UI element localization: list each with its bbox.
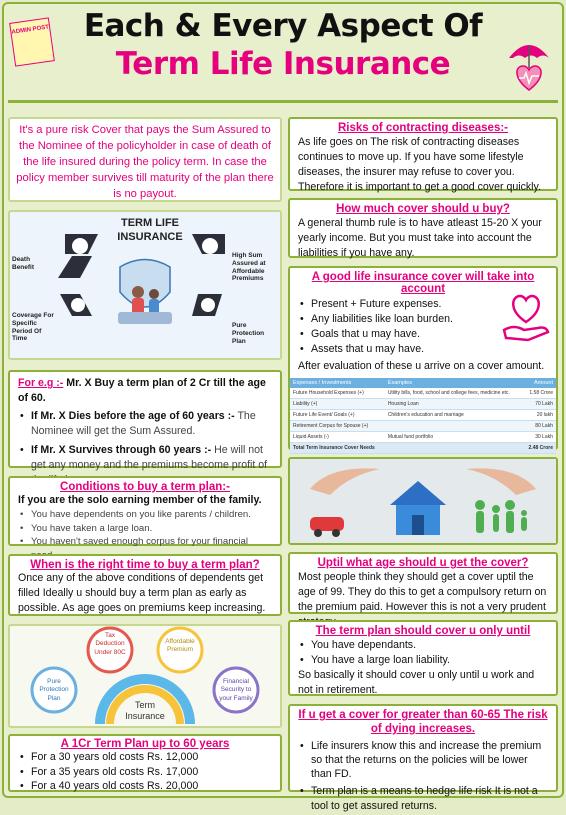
intro-text: It's a pure risk Cover that pays the Sum Assured to the Nominee of the policyholder in case of death of the life insured during the policy term. In case the policy member survives till maturity of the plan there is no payout. bbox=[16, 124, 274, 200]
conditions-panel bbox=[8, 476, 282, 546]
list-item: • Goals that u may have. bbox=[298, 327, 482, 342]
conditions-subtitle: If you are the solo earning member of the family. bbox=[18, 494, 262, 506]
label-high-sum: High Sum Assured at Affordable Premiums bbox=[232, 252, 266, 283]
list-item: • Life insurers know this and increase the premium so that the returns on the policies will be lower than FD. bbox=[298, 739, 548, 782]
list-item: • You have taken a large loan. bbox=[18, 522, 272, 536]
good-cover-panel bbox=[288, 266, 558, 450]
table-row: Future Household Expenses (+) Utility bills, food, school and college fees, medicine etc. 1.58 Crore bbox=[290, 388, 556, 399]
list-item: • You have dependants. bbox=[298, 638, 548, 653]
table-total-row: Total Term Insurance Cover Needs 2.48 Crore bbox=[290, 443, 556, 454]
label-pure-protection: Pure Protection Plan bbox=[232, 322, 265, 345]
list-item: • You haven't saved enough corpus for your financial bbox=[18, 535, 272, 562]
until-age-text: Most people think they should get a cover uptil the age of 99. They do this to get a compulsory return on the premium paid. However this is not a very prudent bbox=[298, 571, 547, 614]
example-panel bbox=[8, 370, 282, 472]
risks-panel bbox=[288, 117, 558, 194]
right-time-panel bbox=[8, 554, 282, 616]
list-item: • For a 30 years old costs Rs. 12,000 bbox=[18, 750, 272, 765]
example-heading bbox=[18, 376, 272, 406]
admin-sticker: ADMIN POST bbox=[9, 17, 55, 66]
title-line1: Each & Every Aspect Of bbox=[83, 8, 483, 44]
heart-hand-icon bbox=[498, 288, 554, 344]
good-cover-title: A good life insurance cover will take into account bbox=[311, 271, 535, 295]
cover-until-title: The term plan should cover u only until bbox=[315, 625, 531, 637]
intro-panel bbox=[8, 117, 282, 202]
example-heading-text: Mr. X Buy a term plan of 2 Cr till the age of 60. bbox=[18, 377, 266, 405]
list-item: • Term plan is a means to hedge life risk It is not a tool to get assured returns. bbox=[298, 784, 548, 813]
list-item: • You have dependents on you like parents / children. bbox=[18, 508, 272, 522]
table-row: Retirement Corpus for Spouse (+) 80 Lakh bbox=[290, 421, 556, 432]
table-row: Liability (+) Housing Loan 70 Lakh bbox=[290, 399, 556, 410]
example-heading-prefix: For e.g :- bbox=[18, 377, 64, 389]
list-item: • If Mr. X Survives through 60 years :- He will not get any money and the premiums become profit of bbox=[18, 443, 272, 488]
list-item: • Any liabilities like loan burden. bbox=[298, 312, 482, 327]
header bbox=[0, 0, 566, 100]
right-time-text: Once any of the above conditions of dependents get filled Ideally u should buy a term plan as early as possible. As age goes on premiums keep increasing. bbox=[18, 572, 266, 615]
benefit-protection: Pure Protection Plan bbox=[39, 678, 69, 702]
list-item: • Present + Future expenses. bbox=[298, 297, 482, 312]
benefits-center: Term Insurance bbox=[125, 700, 165, 721]
how-much-panel bbox=[288, 198, 558, 258]
table-header-row: Expenses / Investments Examples Amount bbox=[290, 378, 556, 388]
term-life-diagram bbox=[8, 210, 282, 360]
one-cr-title: A 1Cr Term Plan up to 60 years bbox=[60, 738, 230, 750]
right-time-title: When is the right time to buy a term plan? bbox=[30, 559, 260, 571]
title-line2: Term Life Insurance bbox=[115, 46, 451, 82]
how-much-text: A general thumb rule is to have atleast 15-20 X your yearly income. But you must take into account the liabilities if you have any. bbox=[298, 217, 542, 260]
diagram-title: TERM LIFE INSURANCE bbox=[117, 217, 183, 244]
list-item: • For a 35 years old costs Rs. 17,000 bbox=[18, 765, 272, 780]
list-item: • For a 40 years old costs Rs. 20,000 bbox=[18, 779, 272, 794]
greater-than-title: If u get a cover for greater than 60-65 The risk of dying increases. bbox=[298, 709, 548, 735]
one-cr-panel bbox=[8, 734, 282, 792]
greater-than-panel bbox=[288, 704, 558, 812]
risks-text: As life goes on The risk of contracting diseases continues to move up. If you have some lifestyle diseases, the insurer may refuse to cover you. Therefore it is important to get a good cover quickly. bbox=[298, 136, 541, 194]
family-house-illustration bbox=[290, 459, 556, 543]
good-cover-list bbox=[290, 295, 490, 359]
table-row: Future Life Event/ Goals (+) Children's education and marriage 20 lakh bbox=[290, 410, 556, 421]
conditions-title: Conditions to buy a term plan:- bbox=[60, 481, 230, 493]
list-item: • If Mr. X Dies before the age of 60 years :- The Nominee will get the Sum Assured. bbox=[18, 409, 272, 439]
umbrella-heart-icon bbox=[505, 38, 553, 94]
until-age-panel bbox=[288, 552, 558, 614]
label-coverage: Coverage For Specific Period Of Time bbox=[12, 312, 54, 343]
cover-until-list bbox=[290, 637, 556, 668]
title-divider bbox=[8, 100, 558, 103]
benefit-financial: Financial Security to your Family bbox=[219, 678, 253, 702]
table-row: Liquid Assets (-) Mutual fund portfolio 30 Lakh bbox=[290, 432, 556, 443]
how-much-title: How much cover should u buy? bbox=[336, 203, 510, 215]
list-item: • You have a large loan liability. bbox=[298, 653, 548, 668]
benefit-tax: Tax Deduction Under 80C bbox=[94, 632, 126, 656]
risks-title: Risks of contracting diseases:- bbox=[338, 122, 508, 134]
list-item: • Assets that u may have. bbox=[298, 342, 482, 357]
good-cover-footer: After evaluation of these u arrive on a cover amount. bbox=[298, 360, 545, 373]
label-death-benefit: Death Benefit bbox=[12, 256, 35, 271]
family-protection-image bbox=[288, 457, 558, 545]
benefits-diagram bbox=[8, 624, 282, 728]
cover-until-panel bbox=[288, 620, 558, 696]
until-age-title: Uptil what age should u get the cover? bbox=[317, 557, 529, 569]
one-cr-list bbox=[10, 750, 280, 796]
cover-until-text: So basically it should cover u only until u work and not in retirement. bbox=[298, 669, 535, 697]
benefit-affordable: Affordable Premium bbox=[165, 638, 195, 654]
cover-table bbox=[290, 378, 556, 454]
greater-than-list bbox=[290, 737, 556, 815]
